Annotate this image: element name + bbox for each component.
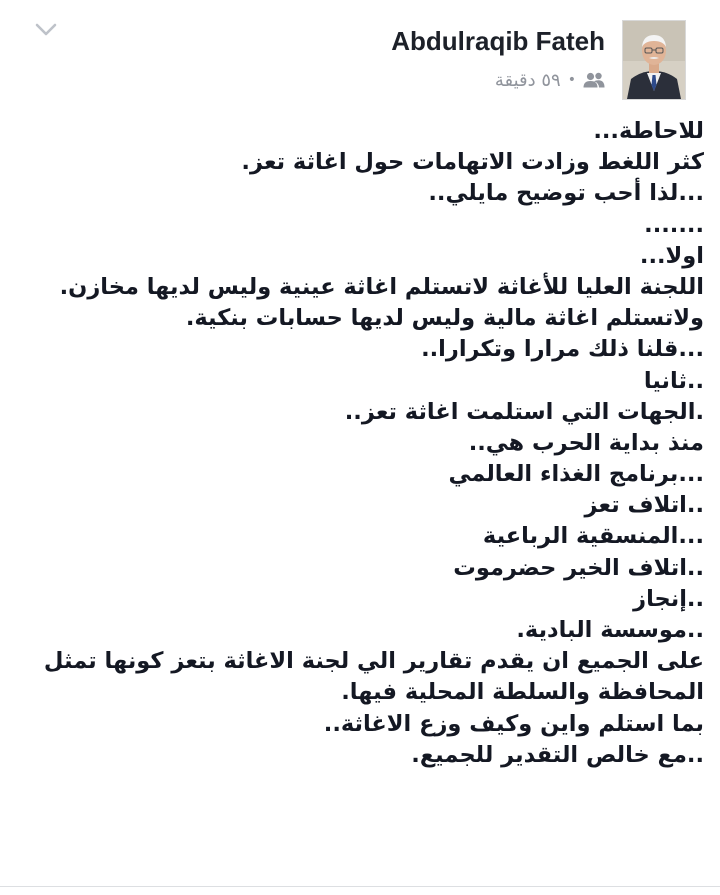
post-line: بما استلم واين وكيف وزع الاغاثة.. xyxy=(323,710,704,737)
post-line: ...قلنا ذلك مرارا وتكرارا.. xyxy=(421,336,704,363)
post-meta xyxy=(495,68,605,92)
avatar[interactable] xyxy=(622,20,686,100)
post-line: على الجميع ان يقدم تقارير الي لجنة الاغاثة بتعز كونها تمثل xyxy=(43,648,704,675)
post-line: اولا... xyxy=(639,242,704,269)
post-line: ..اتلاف الخير حضرموت xyxy=(453,554,704,581)
post-line: منذ بداية الحرب هي.. xyxy=(468,429,704,456)
post-line: اللجنة العليا للأغاثة لاتستلم اغاثة عينية وليس لديها مخازن. xyxy=(59,273,704,300)
post-line: كثر اللغط وزادت الاتهامات حول اغاثة تعز. xyxy=(241,149,704,176)
friends-icon[interactable] xyxy=(583,72,605,88)
post-line: ..موسسة البادية. xyxy=(516,617,704,643)
chevron-down-icon[interactable] xyxy=(34,22,58,38)
post-line: ..ثانيا xyxy=(643,367,704,394)
post-line: ..اتلاف تعز xyxy=(584,492,704,519)
post-line: ..إنجاز xyxy=(633,585,704,612)
post-line: ..مع خالص التقدير للجميع. xyxy=(411,741,704,768)
post-line: ...المنسقية الرباعية xyxy=(482,523,704,550)
post-line: ولاتستلم اغاثة مالية وليس لديها حسابات بنكية. xyxy=(185,305,704,332)
post-time[interactable]: ٥٩ دقيقة xyxy=(494,69,561,91)
post-line: المحافظة والسلطة المحلية فيها. xyxy=(341,679,704,706)
post-line: .الجهات التي استلمت اغاثة تعز.. xyxy=(344,398,704,425)
meta-separator: • xyxy=(567,72,576,88)
post-line: ...برنامج الغذاء العالمي xyxy=(448,461,704,488)
post-line: ....... xyxy=(644,211,704,238)
post-body xyxy=(14,116,704,771)
author-name[interactable]: Abdulraqib Fateh xyxy=(391,26,605,56)
post-line: ...لذا أحب توضيح مايلي.. xyxy=(428,180,704,207)
post-line: للاحاطة... xyxy=(593,118,704,144)
profile-photo xyxy=(623,21,685,99)
divider xyxy=(0,886,720,887)
